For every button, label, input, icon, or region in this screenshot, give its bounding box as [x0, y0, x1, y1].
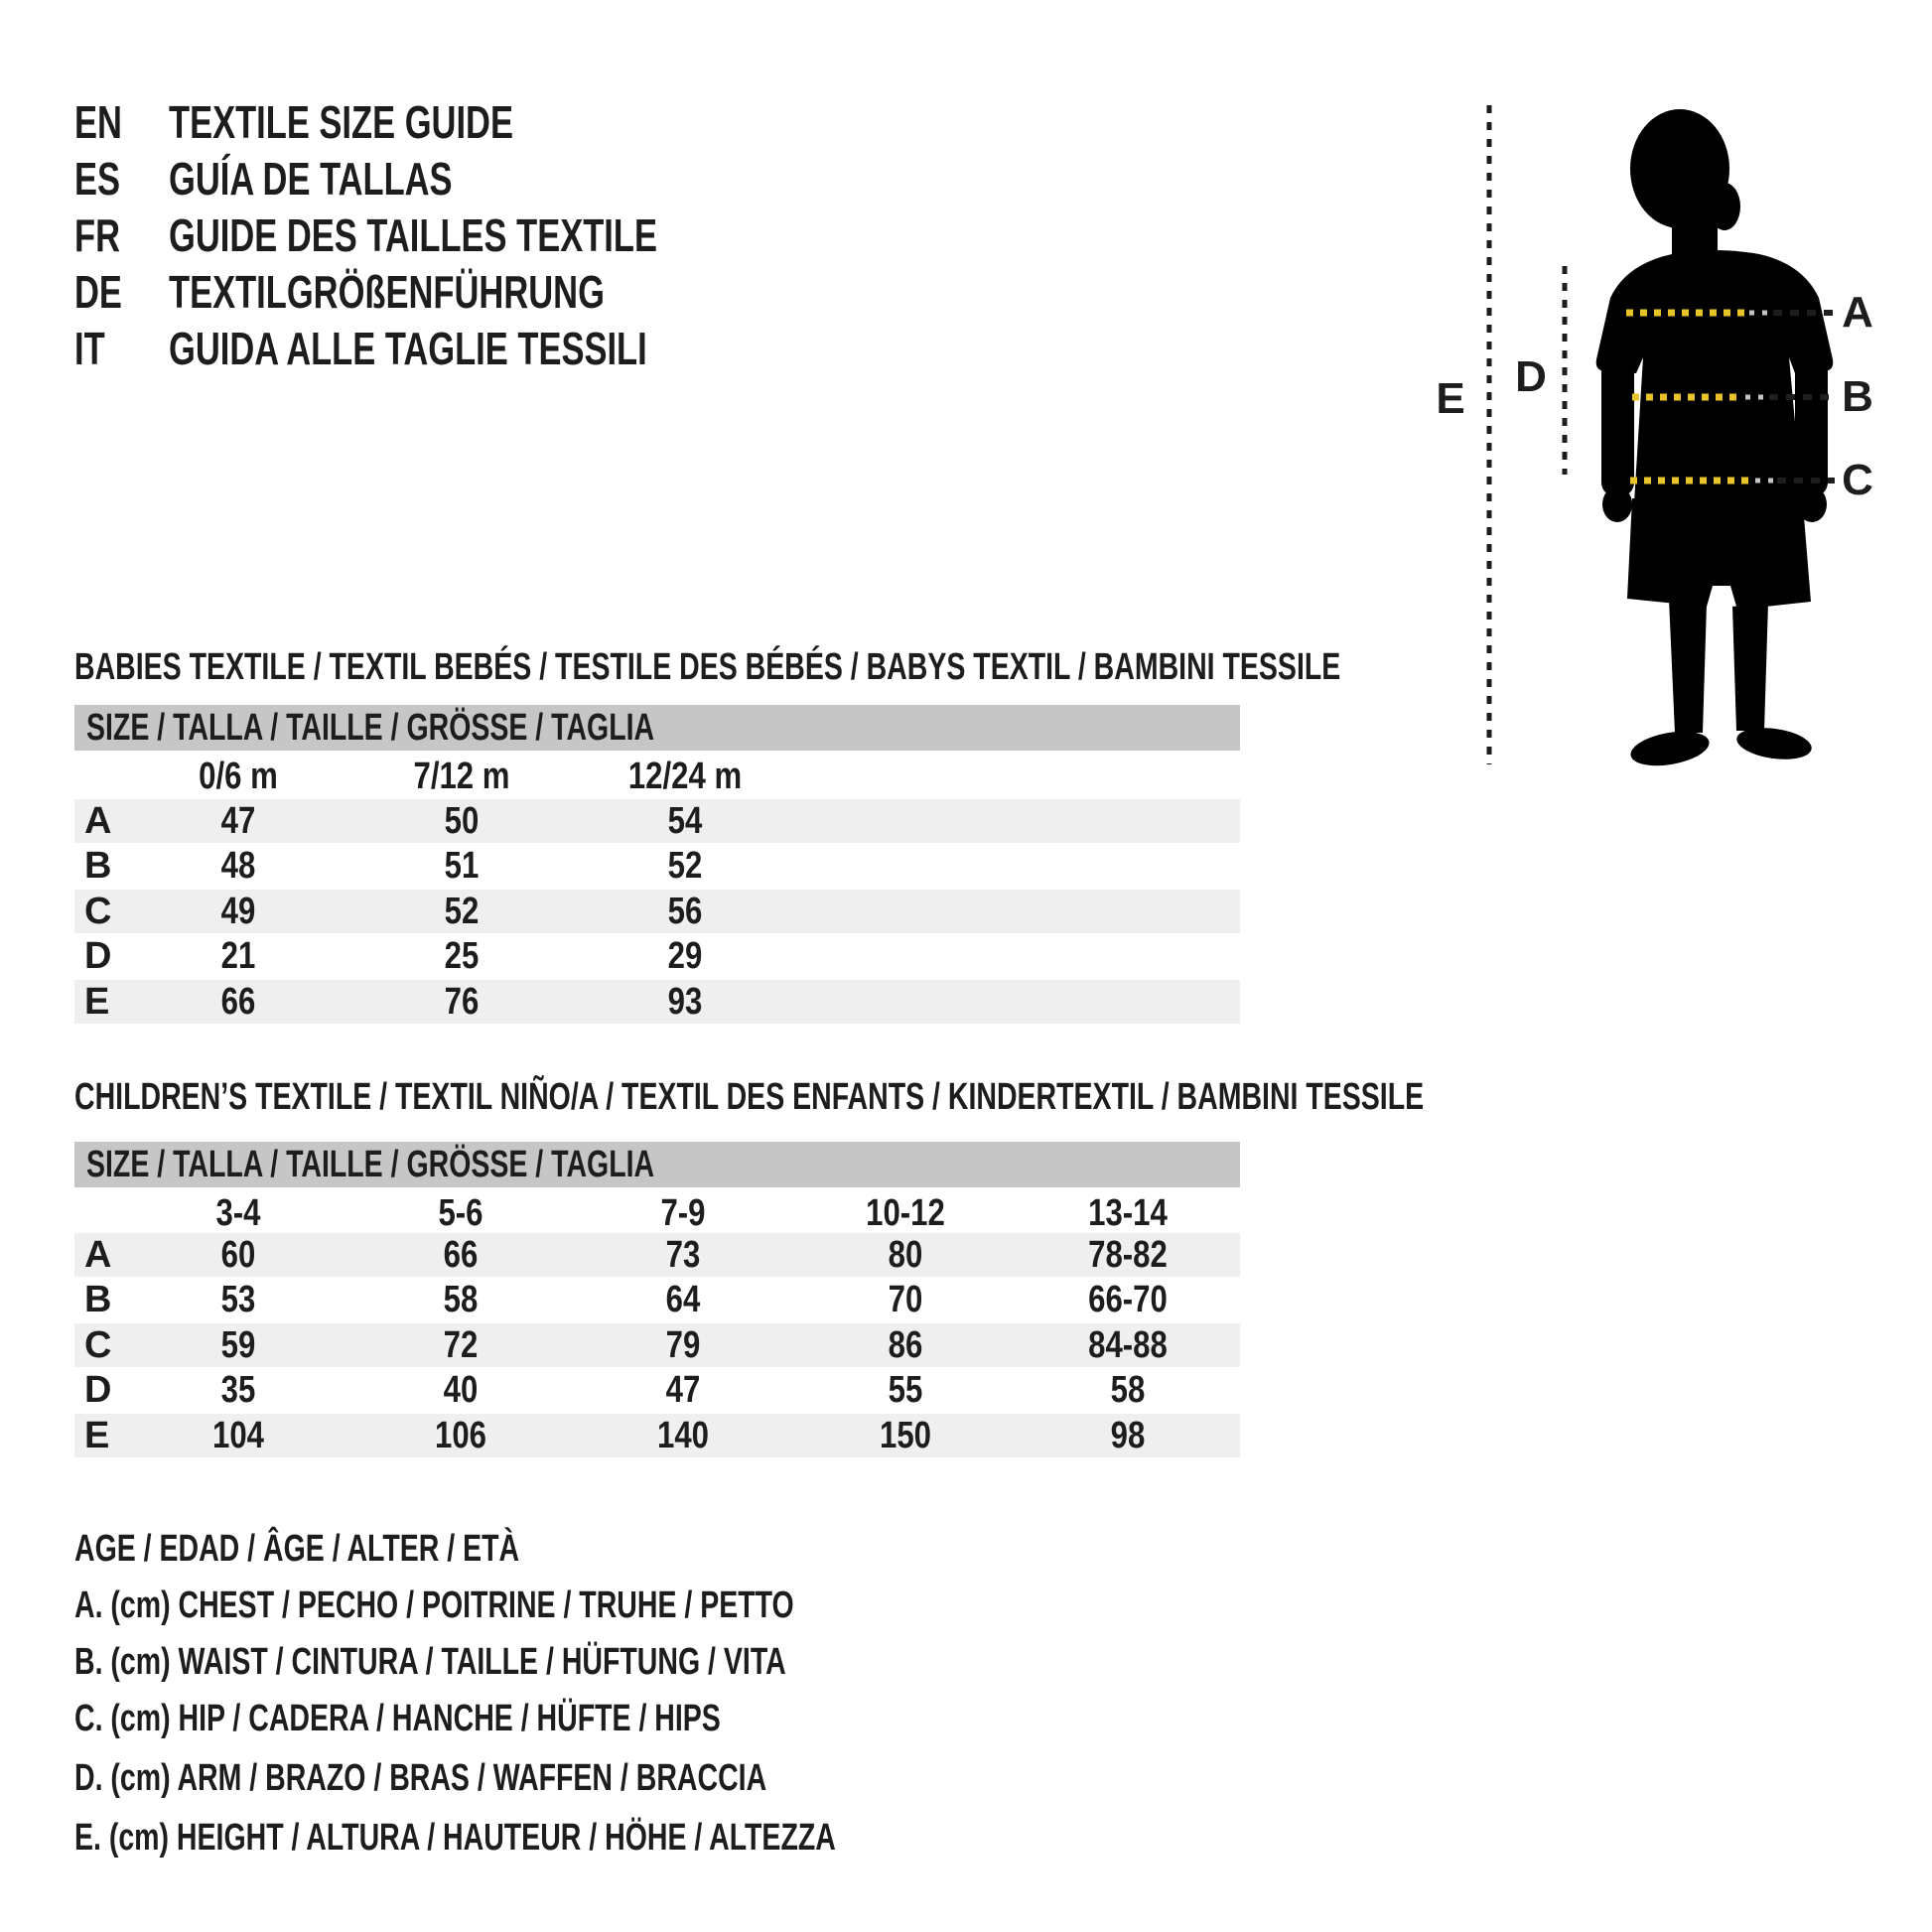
children-cell: 86 — [888, 1324, 923, 1366]
children-cell: 150 — [880, 1415, 931, 1456]
babies-cell: 21 — [220, 935, 256, 977]
babies-cell: 54 — [667, 800, 703, 842]
babies-column-header: 0/6 m — [199, 756, 278, 797]
children-cell: 140 — [657, 1415, 709, 1456]
child-silhouette — [1596, 109, 1834, 771]
children-cell: 70 — [888, 1279, 923, 1320]
children-size-header-bar — [74, 1142, 1240, 1187]
children-column-header: 3-4 — [215, 1192, 261, 1234]
children-row-label: A — [84, 1234, 112, 1276]
legend-line-waist: B. (cm) WAIST / CINTURA / TAILLE / HÜFTUNG / VITA — [74, 1641, 786, 1683]
children-cell: 104 — [212, 1415, 264, 1456]
babies-cell: 49 — [220, 891, 256, 932]
babies-row-label: E — [84, 981, 110, 1023]
babies-size-header-text: SIZE / TALLA / TAILLE / GRÖSSE / TAGLIA — [86, 707, 655, 749]
babies-cell: 66 — [220, 981, 256, 1023]
babies-cell: 25 — [444, 935, 480, 977]
legend-line-arm: D. (cm) ARM / BRAZO / BRAS / WAFFEN / BRACCIA — [74, 1757, 767, 1799]
babies-cell: 52 — [667, 845, 703, 887]
children-cell: 58 — [1110, 1369, 1146, 1411]
babies-cell: 29 — [667, 935, 703, 977]
children-cell: 58 — [443, 1279, 479, 1320]
babies-row-label: B — [84, 845, 112, 887]
children-cell: 84-88 — [1088, 1324, 1168, 1366]
babies-size-header-bar — [74, 705, 1240, 751]
children-cell: 73 — [665, 1234, 701, 1276]
language-title: TEXTILE SIZE GUIDE — [169, 96, 513, 148]
children-cell: 66-70 — [1088, 1279, 1168, 1320]
height-label: E — [1436, 374, 1465, 423]
children-row-label: D — [84, 1369, 112, 1411]
legend-line-height: E. (cm) HEIGHT / ALTURA / HAUTEUR / HÖHE / ALTEZZA — [74, 1817, 836, 1859]
children-cell: 78-82 — [1088, 1234, 1168, 1276]
babies-column-header: 7/12 m — [413, 756, 510, 797]
children-cell: 55 — [888, 1369, 923, 1411]
children-row-label: C — [84, 1324, 112, 1366]
language-code: IT — [74, 323, 105, 374]
children-cell: 79 — [665, 1324, 701, 1366]
language-code: DE — [74, 266, 122, 318]
children-cell: 98 — [1110, 1415, 1146, 1456]
language-code: FR — [74, 209, 120, 261]
children-row-label: B — [84, 1279, 112, 1320]
children-cell: 35 — [220, 1369, 256, 1411]
children-cell: 106 — [435, 1415, 486, 1456]
babies-cell: 50 — [444, 800, 480, 842]
babies-cell: 48 — [220, 845, 256, 887]
children-column-header: 13-14 — [1088, 1192, 1168, 1234]
children-cell: 80 — [888, 1234, 923, 1276]
babies-column-header: 12/24 m — [627, 756, 743, 797]
babies-cell: 76 — [444, 981, 480, 1023]
language-code: ES — [74, 153, 121, 205]
children-cell: 53 — [220, 1279, 256, 1320]
babies-cell: 93 — [667, 981, 703, 1023]
children-row-label: E — [84, 1415, 110, 1456]
language-title: GUIDE DES TAILLES TEXTILE — [169, 209, 657, 261]
children-column-header: 7-9 — [660, 1192, 706, 1234]
language-code: EN — [74, 96, 122, 148]
legend-line-hip: C. (cm) HIP / CADERA / HANCHE / HÜFTE / HIPS — [74, 1698, 721, 1739]
chest-label: A — [1842, 288, 1873, 337]
babies-cell: 56 — [667, 891, 703, 932]
children-column-header: 10-12 — [866, 1192, 945, 1234]
babies-row-label: A — [84, 800, 112, 842]
babies-cell: 52 — [444, 891, 480, 932]
children-size-header-text: SIZE / TALLA / TAILLE / GRÖSSE / TAGLIA — [86, 1144, 655, 1185]
children-section-title: CHILDREN’S TEXTILE / TEXTIL NIÑO/A / TEXTIL DES ENFANTS / KINDERTEXTIL / BAMBINI TESSILE — [74, 1076, 1425, 1118]
children-cell: 60 — [220, 1234, 256, 1276]
waist-label: B — [1842, 372, 1873, 421]
babies-row-label: D — [84, 935, 112, 977]
children-cell: 59 — [220, 1324, 256, 1366]
babies-section-title: BABIES TEXTILE / TEXTIL BEBÉS / TESTILE DES BÉBÉS / BABYS TEXTIL / BAMBINI TESSILE — [74, 646, 1341, 688]
language-title: GUIDA ALLE TAGLIE TESSILI — [169, 323, 647, 374]
children-cell: 66 — [443, 1234, 479, 1276]
child-silhouette-figure — [1132, 60, 1932, 814]
legend-line-chest: A. (cm) CHEST / PECHO / POITRINE / TRUHE / PETTO — [74, 1585, 794, 1626]
hip-label: C — [1842, 456, 1873, 504]
arm-label: D — [1515, 352, 1547, 401]
babies-cell: 51 — [444, 845, 480, 887]
children-cell: 40 — [443, 1369, 479, 1411]
children-cell: 72 — [443, 1324, 479, 1366]
children-column-header: 5-6 — [438, 1192, 483, 1234]
children-cell: 47 — [665, 1369, 701, 1411]
babies-cell: 47 — [220, 800, 256, 842]
legend-line-age: AGE / EDAD / ÂGE / ALTER / ETÀ — [74, 1528, 520, 1570]
babies-row-label: C — [84, 891, 112, 932]
children-cell: 64 — [665, 1279, 701, 1320]
language-title: GUÍA DE TALLAS — [169, 153, 453, 205]
language-title: TEXTILGRÖßENFÜHRUNG — [169, 266, 605, 318]
